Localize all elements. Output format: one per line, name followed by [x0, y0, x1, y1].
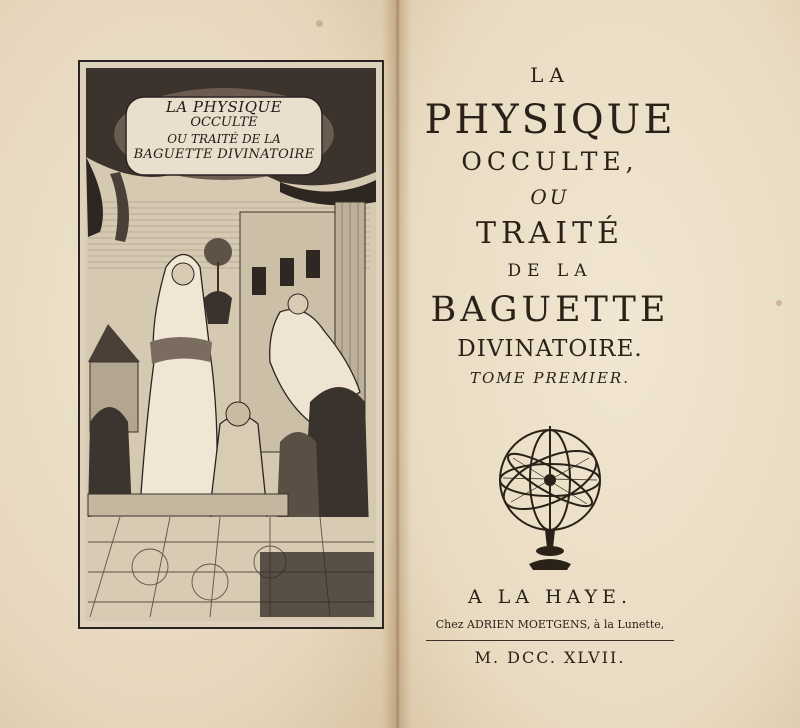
cartouche-line: LA PHYSIQUE: [165, 98, 283, 116]
cartouche-line: OU TRAITÉ DE LA: [167, 132, 281, 146]
imprint-rule: [426, 640, 674, 641]
cartouche-line: BAGUETTE DIVINATOIRE: [133, 147, 315, 162]
foxing-spot: [776, 300, 782, 306]
cartouche-line: OCCULTE: [190, 115, 258, 130]
left-page: [0, 0, 396, 728]
imprint-place: A LA HAYE.: [467, 586, 633, 608]
title-physique: PHYSIQUE: [424, 97, 676, 143]
frontispiece-engraving: [78, 60, 384, 629]
frontispiece-cartouche: [120, 87, 328, 183]
title-ou: OU: [530, 185, 570, 209]
volume-label: TOME PREMIER.: [469, 369, 630, 387]
imprint-printer: Chez ADRIEN MOETGENS, à la Lunette,: [435, 618, 665, 631]
title-la: LA: [530, 63, 570, 87]
title-de-la: DE LA: [507, 261, 593, 281]
title-traite: TRAITÉ: [475, 216, 625, 251]
title-baguette: BAGUETTE: [430, 290, 670, 330]
imprint: [400, 580, 700, 673]
armillary-sphere-icon: [483, 418, 617, 578]
foxing-spot: [316, 20, 323, 27]
title-block: [400, 60, 700, 390]
title-occulte: OCCULTE,: [461, 147, 639, 176]
title-divinatoire: DIVINATOIRE.: [457, 336, 643, 362]
imprint-date: M. DCC. XLVII.: [474, 648, 626, 667]
